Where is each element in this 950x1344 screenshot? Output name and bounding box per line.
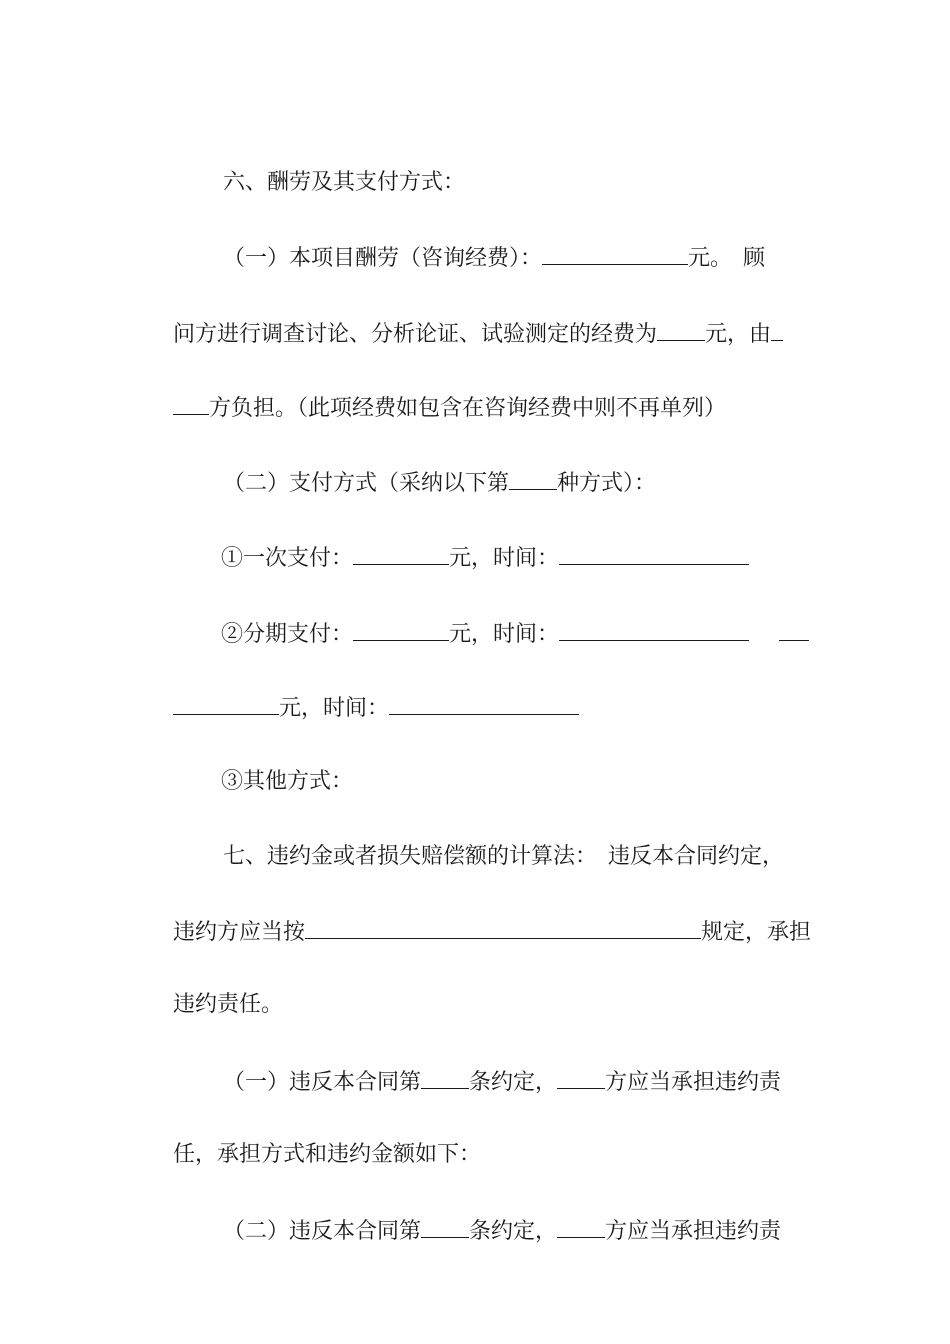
paragraph-7-2: （二）违反本合同第 条约定， 方应当承担违约责 [195, 1185, 950, 1277]
blank-field [509, 467, 557, 490]
blank-field [771, 318, 783, 341]
option-3: ③其他方式： [220, 769, 353, 794]
paragraph-6-1-cont: 问方进行调查讨论、分析论证、试验测定的经费为 元，由 [145, 288, 950, 380]
option-1: ①一次支付： 元，时间： [193, 512, 950, 604]
blank-field [305, 916, 701, 939]
blank-field [779, 618, 809, 641]
paragraph-6-2: （二）支付方式（采纳以下第 种方式）： [195, 437, 950, 529]
paragraph-7-1: （一）违反本合同第 条约定， 方应当承担违约责 [195, 1036, 950, 1128]
option-2: ②分期支付： 元，时间： [193, 588, 950, 680]
blank-field [542, 242, 688, 265]
blank-field [353, 542, 449, 565]
blank-field [421, 1215, 469, 1238]
blank-field [559, 618, 749, 641]
paragraph-6-1-cont2: 方负担。（此项经费如包含在咨询经费中则不再单列） [145, 362, 950, 454]
blank-field [559, 542, 749, 565]
paragraph-6-1: （一）本项目酬劳（咨询经费）： 元。 顾 [195, 212, 950, 304]
section-7-body-cont: 违约责任。 [172, 992, 283, 1017]
blank-field [557, 1215, 605, 1238]
blank-field [421, 1066, 469, 1089]
blank-field [557, 1066, 605, 1089]
section-7-body: 违约方应当按 规定，承担 [145, 886, 950, 978]
section-7-title: 七、违约金或者损失赔偿额的计算法： 违反本合同约定， [222, 844, 784, 869]
blank-field [173, 392, 209, 415]
paragraph-7-1-cont: 任，承担方式和违约金额如下： [172, 1142, 481, 1167]
blank-field [389, 692, 579, 715]
option-2-cont: 元，时间： [145, 662, 950, 754]
blank-field [353, 618, 449, 641]
blank-field [173, 692, 279, 715]
section-6-title: 六、酬劳及其支付方式： [222, 170, 465, 195]
blank-field [657, 318, 705, 341]
